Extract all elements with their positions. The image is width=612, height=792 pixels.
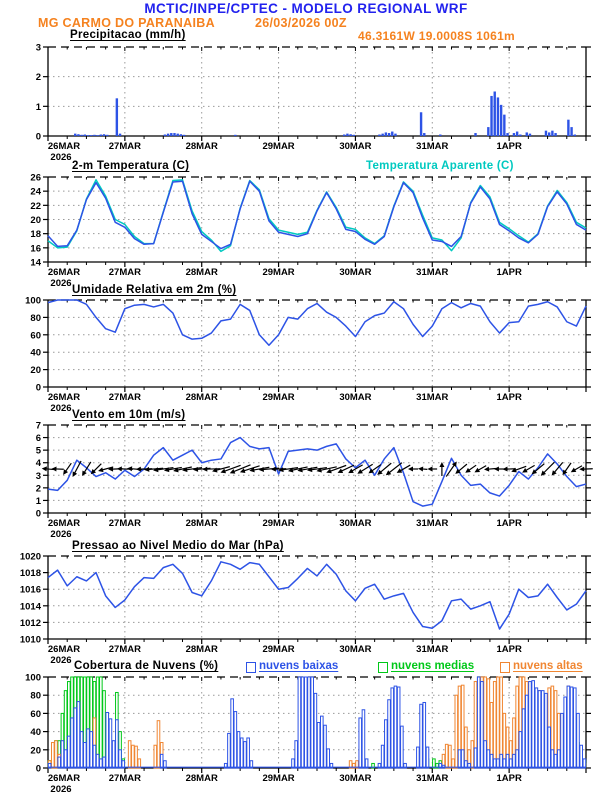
panel-hum	[25, 296, 591, 415]
panel-title-wind: Vento em 10m (m/s)	[72, 409, 186, 421]
legend-swatch-low-clouds	[246, 662, 256, 673]
svg-text:27MAR: 27MAR	[108, 644, 141, 655]
svg-text:80: 80	[30, 312, 41, 324]
svg-text:2: 2	[35, 72, 41, 84]
app-title: MCTIC/INPE/CPTEC - MODELO REGIONAL WRF	[144, 1, 468, 16]
panel-cloud	[25, 673, 591, 792]
svg-text:26MAR: 26MAR	[47, 141, 81, 152]
svg-text:27MAR: 27MAR	[108, 141, 141, 152]
svg-text:29MAR: 29MAR	[262, 392, 295, 403]
svg-text:31MAR: 31MAR	[416, 392, 449, 403]
svg-text:20: 20	[30, 365, 41, 377]
svg-text:0: 0	[35, 763, 41, 775]
svg-text:1APR: 1APR	[496, 518, 522, 529]
svg-text:26MAR: 26MAR	[47, 518, 81, 529]
legend-apparent-temperature: Temperatura Aparente (C)	[366, 160, 514, 172]
svg-text:27MAR: 27MAR	[108, 773, 141, 784]
svg-text:30MAR: 30MAR	[339, 392, 372, 403]
station-name: MG CARMO DO PARANAIBA	[38, 16, 215, 30]
panel-title-humidity: Umidade Relativa em 2m (%)	[72, 284, 237, 296]
svg-text:27MAR: 27MAR	[108, 518, 141, 529]
svg-text:22: 22	[30, 200, 41, 212]
svg-text:30MAR: 30MAR	[339, 141, 372, 152]
svg-text:1: 1	[35, 101, 41, 113]
svg-text:26MAR: 26MAR	[47, 644, 81, 655]
svg-text:0: 0	[35, 131, 41, 143]
svg-text:1014: 1014	[19, 601, 41, 613]
svg-text:28MAR: 28MAR	[185, 644, 218, 655]
svg-text:30MAR: 30MAR	[339, 644, 372, 655]
svg-text:28MAR: 28MAR	[185, 392, 218, 403]
legend-swatch-high-clouds	[500, 662, 510, 673]
svg-text:1012: 1012	[19, 617, 41, 629]
panel-wind	[36, 421, 593, 541]
legend-low-clouds: nuvens baixas	[259, 660, 339, 672]
svg-text:31MAR: 31MAR	[416, 644, 449, 655]
svg-text:24: 24	[30, 186, 41, 198]
wind-barb	[80, 461, 93, 478]
svg-text:1: 1	[35, 495, 41, 507]
wind-barb	[164, 465, 183, 473]
svg-text:29MAR: 29MAR	[262, 518, 295, 529]
svg-text:2026: 2026	[50, 655, 72, 666]
svg-text:6: 6	[35, 433, 41, 445]
svg-text:4: 4	[35, 458, 41, 470]
svg-text:26MAR: 26MAR	[47, 392, 81, 403]
svg-text:20: 20	[30, 745, 41, 757]
svg-text:0: 0	[35, 382, 41, 394]
wind-barb	[202, 466, 220, 472]
svg-text:31MAR: 31MAR	[416, 773, 449, 784]
svg-text:29MAR: 29MAR	[262, 773, 295, 784]
svg-text:1018: 1018	[19, 568, 41, 580]
panel-pres	[20, 552, 591, 667]
svg-text:3: 3	[35, 42, 41, 54]
svg-text:1010: 1010	[19, 634, 41, 646]
svg-text:20: 20	[30, 215, 41, 226]
svg-text:30MAR: 30MAR	[339, 518, 372, 529]
svg-text:5: 5	[35, 445, 41, 457]
panel-temp	[30, 173, 591, 290]
wind-barb	[439, 462, 444, 476]
svg-text:3: 3	[35, 470, 41, 482]
panel-title-temperature: 2-m Temperatura (C)	[72, 160, 190, 172]
panel-title-pressure: Pressao ao Nivel Medio do Mar (hPa)	[72, 540, 284, 552]
svg-text:2026: 2026	[50, 529, 72, 540]
svg-text:1APR: 1APR	[496, 644, 522, 655]
svg-text:26MAR: 26MAR	[47, 267, 81, 278]
wind-barb	[427, 467, 437, 472]
svg-text:100: 100	[25, 672, 41, 684]
legend-swatch-mid-clouds	[378, 662, 388, 673]
legend-high-clouds: nuvens altas	[513, 660, 583, 672]
run-datetime: 26/03/2026 00Z	[255, 16, 347, 30]
svg-text:31MAR: 31MAR	[416, 518, 449, 529]
svg-text:1APR: 1APR	[496, 141, 522, 152]
svg-text:26MAR: 26MAR	[47, 773, 81, 784]
svg-text:28MAR: 28MAR	[185, 267, 218, 278]
svg-text:1APR: 1APR	[496, 392, 522, 403]
svg-text:2026: 2026	[50, 784, 72, 792]
svg-text:60: 60	[30, 330, 41, 342]
svg-text:1016: 1016	[19, 584, 41, 596]
svg-text:2: 2	[35, 483, 41, 495]
svg-text:30MAR: 30MAR	[339, 267, 372, 278]
wind-barb	[51, 466, 63, 471]
wind-barb	[418, 466, 428, 472]
svg-text:28MAR: 28MAR	[185, 773, 218, 784]
svg-text:30MAR: 30MAR	[339, 773, 372, 784]
svg-text:2026: 2026	[50, 278, 72, 289]
legend-mid-clouds: nuvens medias	[391, 660, 475, 672]
svg-text:1APR: 1APR	[496, 267, 522, 278]
svg-text:1APR: 1APR	[496, 773, 522, 784]
svg-text:18: 18	[30, 229, 41, 241]
svg-text:40: 40	[30, 727, 41, 739]
svg-text:29MAR: 29MAR	[262, 267, 295, 278]
panel-precip	[36, 43, 591, 164]
svg-text:100: 100	[25, 295, 41, 307]
wind-barb	[347, 463, 364, 476]
svg-text:7: 7	[35, 420, 41, 432]
svg-text:31MAR: 31MAR	[416, 141, 449, 152]
svg-text:40: 40	[30, 347, 41, 359]
svg-text:2026: 2026	[50, 152, 72, 163]
wind-barb	[408, 467, 418, 472]
svg-text:1020: 1020	[19, 551, 41, 563]
svg-text:31MAR: 31MAR	[416, 267, 449, 278]
svg-text:0: 0	[35, 508, 41, 520]
svg-text:29MAR: 29MAR	[262, 141, 295, 152]
svg-text:28MAR: 28MAR	[185, 141, 218, 152]
svg-text:16: 16	[30, 243, 41, 255]
panel-title-clouds: Cobertura de Nuvens (%)	[74, 660, 219, 672]
svg-text:27MAR: 27MAR	[108, 267, 141, 278]
svg-text:28MAR: 28MAR	[185, 518, 218, 529]
panel-title-precipitation: Precipitacao (mm/h)	[70, 29, 186, 41]
location-coords: 46.3161W 19.0008S 1061m	[358, 29, 516, 43]
svg-text:2026: 2026	[50, 403, 72, 414]
svg-text:80: 80	[30, 690, 41, 702]
svg-text:26: 26	[30, 172, 41, 184]
svg-text:14: 14	[30, 257, 41, 269]
svg-text:29MAR: 29MAR	[262, 644, 295, 655]
svg-text:27MAR: 27MAR	[108, 392, 141, 403]
svg-text:60: 60	[30, 708, 41, 720]
